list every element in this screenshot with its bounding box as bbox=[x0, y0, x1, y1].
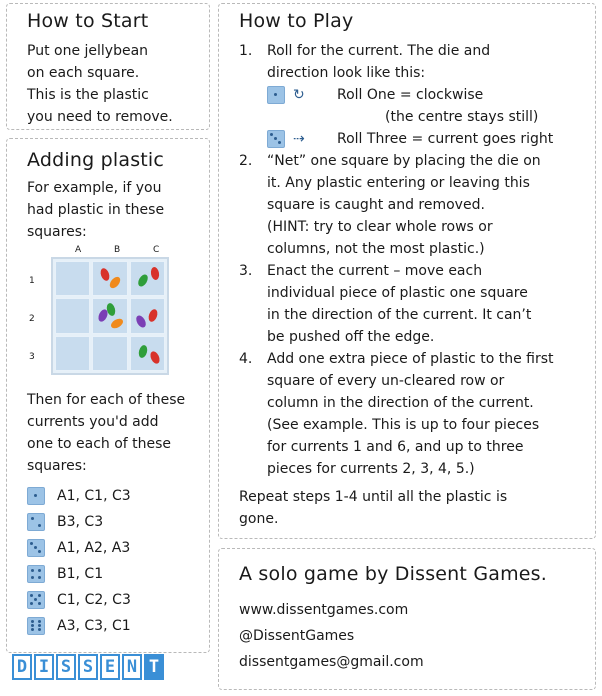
step-line: for currents 1 and 6, and up to three bbox=[267, 439, 524, 455]
column-label-b: B bbox=[114, 245, 121, 255]
adding-then bbox=[27, 389, 199, 477]
roll-one-note: (the centre stays still) bbox=[385, 109, 539, 125]
adding-plastic-title: Adding plastic bbox=[27, 149, 165, 171]
adding-intro bbox=[27, 177, 199, 243]
step-4 bbox=[239, 348, 585, 480]
current-squares: B3, C3 bbox=[57, 514, 104, 530]
step-number: 4. bbox=[239, 351, 253, 367]
then-line: squares: bbox=[27, 458, 87, 474]
roll-three-example bbox=[267, 128, 585, 150]
current-row-5 bbox=[27, 587, 199, 613]
column-label-c: C bbox=[153, 245, 160, 255]
current-squares: A3, C3, C1 bbox=[57, 618, 131, 634]
die-3-icon bbox=[27, 539, 45, 557]
step-line: individual piece of plastic one square bbox=[267, 285, 528, 301]
jellybean bbox=[147, 308, 159, 323]
die-4-icon bbox=[27, 565, 45, 583]
step-line: “Net” one square by placing the die on bbox=[267, 153, 541, 169]
start-line: This is the plastic bbox=[27, 87, 149, 103]
logo-letter: I bbox=[34, 654, 54, 680]
die-3-icon bbox=[267, 130, 285, 148]
roll-one-text: Roll One = clockwise bbox=[337, 87, 484, 103]
step-line: direction look like this: bbox=[267, 65, 426, 81]
step-line: columns, not the most plastic.) bbox=[267, 241, 485, 257]
email-link[interactable]: dissentgames@gmail.com bbox=[239, 654, 424, 670]
step-line: Add one extra piece of plastic to the first bbox=[267, 351, 554, 367]
repeat-line: gone. bbox=[239, 511, 279, 527]
jellybean bbox=[134, 314, 147, 329]
cell-a2 bbox=[55, 298, 90, 333]
how-to-play-panel bbox=[218, 3, 596, 539]
roll-one-example bbox=[267, 84, 585, 106]
jellybean bbox=[136, 273, 149, 288]
die-6-icon bbox=[27, 617, 45, 635]
cell-c1 bbox=[130, 261, 165, 296]
step-line: square of every un-cleared row or bbox=[267, 373, 505, 389]
step-3 bbox=[239, 260, 585, 348]
intro-line: squares: bbox=[27, 224, 87, 240]
cell-a3 bbox=[55, 336, 90, 371]
step-line: (See example. This is up to four pieces bbox=[267, 417, 540, 433]
step-number: 2. bbox=[239, 153, 253, 169]
logo-letter: S bbox=[56, 654, 76, 680]
die-2-icon bbox=[27, 513, 45, 531]
intro-line: had plastic in these bbox=[27, 202, 165, 218]
current-row-6 bbox=[27, 613, 199, 639]
cell-c2 bbox=[130, 298, 165, 333]
jellybean bbox=[108, 275, 122, 290]
game-grid bbox=[51, 257, 169, 375]
logo-letter: E bbox=[100, 654, 120, 680]
die-1-icon bbox=[27, 487, 45, 505]
row-label-1: 1 bbox=[29, 276, 35, 286]
step-line: Roll for the current. The die and bbox=[267, 43, 491, 59]
row-label-2: 2 bbox=[29, 314, 35, 324]
step-line: column in the direction of the current. bbox=[267, 395, 534, 411]
credit-title: A solo game by Dissent Games. bbox=[239, 563, 548, 585]
step-line: pieces for currents 2, 3, 4, 5.) bbox=[267, 461, 475, 477]
cell-b1 bbox=[92, 261, 127, 296]
then-line: one to each of these bbox=[27, 436, 172, 452]
current-row-1 bbox=[27, 483, 199, 509]
social-handle[interactable]: @DissentGames bbox=[239, 628, 355, 644]
row-label-3: 3 bbox=[29, 352, 35, 362]
start-line: Put one jellybean bbox=[27, 43, 149, 59]
credit-panel bbox=[218, 548, 596, 690]
jellybean bbox=[137, 344, 148, 359]
logo-letter: S bbox=[78, 654, 98, 680]
website-link[interactable]: www.dissentgames.com bbox=[239, 602, 409, 618]
adding-plastic-panel bbox=[6, 138, 210, 653]
current-squares: A1, C1, C3 bbox=[57, 488, 131, 504]
current-squares: B1, C1 bbox=[57, 566, 104, 582]
current-row-2 bbox=[27, 509, 199, 535]
clockwise-icon: ↻ bbox=[293, 87, 305, 103]
repeat-line: Repeat steps 1-4 until all the plastic is bbox=[239, 489, 508, 505]
then-line: currents you'd add bbox=[27, 414, 159, 430]
column-label-a: A bbox=[75, 245, 82, 255]
die-5-icon bbox=[27, 591, 45, 609]
dissent-logo bbox=[12, 654, 164, 680]
current-squares: A1, A2, A3 bbox=[57, 540, 131, 556]
how-to-start-text bbox=[27, 40, 199, 128]
step-number: 1. bbox=[239, 43, 253, 59]
cell-b2 bbox=[92, 298, 127, 333]
step-1 bbox=[239, 40, 585, 150]
step-line: in the direction of the current. It can’t bbox=[267, 307, 532, 323]
step-line: Enact the current – move each bbox=[267, 263, 483, 279]
current-row-3 bbox=[27, 535, 199, 561]
start-line: you need to remove. bbox=[27, 109, 173, 125]
die-1-icon bbox=[267, 86, 285, 104]
step-line: it. Any plastic entering or leaving this bbox=[267, 175, 530, 191]
jellybean bbox=[110, 317, 125, 330]
step-number: 3. bbox=[239, 263, 253, 279]
current-squares: C1, C2, C3 bbox=[57, 592, 131, 608]
logo-letter: T bbox=[144, 654, 164, 680]
example-board bbox=[27, 245, 177, 385]
cell-a1 bbox=[55, 261, 90, 296]
step-2 bbox=[239, 150, 585, 260]
how-to-play-title: How to Play bbox=[239, 10, 354, 32]
jellybean bbox=[150, 266, 160, 280]
jellybean bbox=[148, 350, 161, 365]
logo-letter: D bbox=[12, 654, 32, 680]
arrow-right-icon: ⇢ bbox=[293, 131, 305, 147]
jellybean bbox=[99, 267, 111, 282]
step-line: square is caught and removed. bbox=[267, 197, 485, 213]
cell-c3 bbox=[130, 336, 165, 371]
step-line: be pushed off the edge. bbox=[267, 329, 435, 345]
roll-three-text: Roll Three = current goes right bbox=[337, 131, 554, 147]
how-to-start-title: How to Start bbox=[27, 10, 149, 32]
cell-b3 bbox=[92, 336, 127, 371]
current-row-4 bbox=[27, 561, 199, 587]
repeat-text bbox=[239, 486, 585, 530]
logo-letter: N bbox=[122, 654, 142, 680]
how-to-start-panel bbox=[6, 3, 210, 130]
step-line: (HINT: try to clear whole rows or bbox=[267, 219, 493, 235]
currents-list bbox=[27, 483, 199, 639]
start-line: on each square. bbox=[27, 65, 140, 81]
then-line: Then for each of these bbox=[27, 392, 186, 408]
intro-line: For example, if you bbox=[27, 180, 162, 196]
